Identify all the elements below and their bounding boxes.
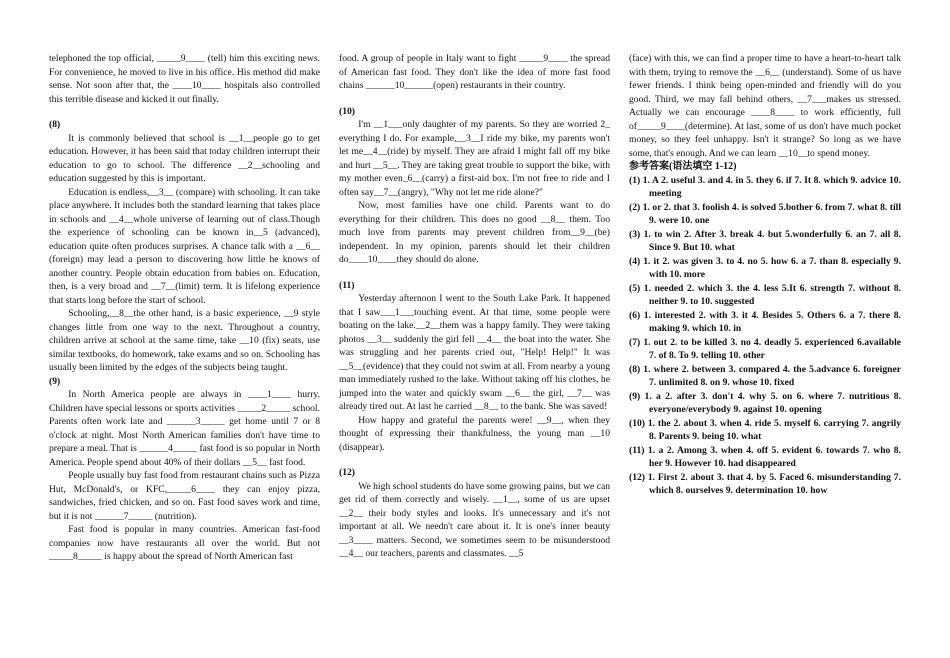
passage-12-tail: (face) with this, we can find a proper time to have a heart-to-heart talk with them, trying to remove the __6__ (understand). Some of us have fewer friends. I think being open-minded and friendly will do you good. Third, we may fall behind others, __7___makes us stressed. Actually we can encourage ____8____ to work efficiently, full of_____9____(determine). At last, some of us don't have much pocket money, so they feel unhappy. Isn't it strange? So long as we have some, that's enough. And we can learn __10__to spend money. [629, 53, 901, 159]
answer-set-5: (5) 1. needed 2. which 3. the 4. less 5.It 6. strength 7. without 8. neither 9. to 10. suggested [629, 282, 901, 307]
spacer [49, 106, 320, 118]
column-left [49, 52, 320, 564]
answer-set-4: (4) 1. it 2. was given 3. to 4. no 5. how 6. a 7. than 8. especially 9. with 10. more [629, 255, 901, 280]
passage-8-paragraph-1: It is commonly believed that school is __1__people go to get education. However, it has been said that today children interrupt their education to go to school. The difference __2__schooling and education suggested by this is important. [49, 132, 320, 184]
passage-11-heading: (11) [339, 279, 355, 291]
passage-8-paragraph-2: Education is endless,__3__ (compare) with schooling. It can take place anywhere. It includes both the standard learning that takes place in schools and __4__whole universe of learning out of class.Though the experience of schooling can be known in__5 (advanced), education quite often produces surprises. A chance talk with a __6__ (foreign) may lead a person to discovering how little he knows of another country. People obtain education from babies on. Education, then, is a very broad and __7__(limit) term. It is lifelong experience that starts long before the start of school. [49, 186, 320, 306]
passage-8-paragraph-3: Schooling,__8__the other hand, is a basic experience, __9 style changes little from one way to the next. Throughout a country, children arrive at school at the same time, take __10 (fix) seats, use similar textbooks, do homework, take exams and so on. Schooling has usually been limited by the edges of the subjects being taught. [49, 308, 320, 373]
passage-9-paragraph-2: People usually buy fast food from restaurant chains such as Pizza Hut, McDonald's, or KFC,_____6____ they can enjoy pizza, sandwiches, fried chicken, and so on. Fast food saves work and time, but it is not ______7_____ (nutrition). [49, 470, 320, 522]
answer-set-11: (11) 1. a 2. Among 3. when 4. off 5. evident 6. towards 7. who 8. her 9. However 10. had disappeared [629, 444, 901, 469]
answer-set-3: (3) 1. to win 2. After 3. break 4. but 5.wonderfully 6. an 7. all 8. Since 9. But 10. what [629, 228, 901, 253]
passage-9-paragraph-1: In North America people are always in ____1____ hurry. Children have special lessons or sports activities _____2_____ school. Parents often work late and ______3_____ get home until 7 or 8 o'clock at night. Most North American families don't have time to prepare a meal. That is ______4_____ fast food is so popular in North America. People spend about 40% of their dollars __5__ fast food. [49, 389, 320, 468]
answer-set-8: (8) 1. where 2. between 3. compared 4. the 5.advance 6. foreigner 7. unlimited 8. on 9. whose 10. fixed [629, 363, 901, 388]
passage-10-heading: (10) [339, 105, 355, 117]
answer-set-10: (10) 1. the 2. about 3. when 4. ride 5. myself 6. carrying 7. angrily 8. Parents 9. being 10. what [629, 417, 901, 442]
passage-9-heading: (9) [49, 375, 61, 387]
answer-set-1: (1) 1. A 2. useful 3. and 4. in 5. they 6. if 7. It 8. which 9. advice 10. meeting [629, 174, 901, 199]
answer-set-12: (12) 1. First 2. about 3. that 4. by 5. Faced 6. misunderstanding 7. which 8. ourselves 9. determination 10. how [629, 471, 901, 496]
column-middle [339, 52, 610, 561]
passage-10-paragraph-2: Now, most families have one child. Parents want to do everything for their children. This does no good __8__ them. Too much love from parents may prevent children from__9__(be) independent. In my opinion, parents should let their children do____10____they should do alone. [339, 200, 610, 265]
passage-12-paragraph-1: We high school students do have some growing pains, but we can get rid of them correctly and wisely. __1__, some of us are upset __2__ their body styles and looks. It's unnecessary and it's not important at all. We needn't care about it. It is one's inner beauty __3____ matters. Second, we sometimes seem to be misunderstood __4__ our teachers, parents and classmates. __5 [339, 480, 611, 559]
passage-10-paragraph-1: I'm __1___only daughter of my parents. So they are worried 2_ everything I do. For example,__3__I ride my bike, my parents won't let me__4__(ride) by myself. They are afraid I might fall off my bike and hurt __5__. They are taking great trouble to support the bike, with my mother even_6__(carry) a first-aid box. I'm not free to ride and I often say__7__(angry), "Why not let me ride alone?" [339, 119, 610, 198]
spacer [339, 93, 610, 105]
passage-7-tail: telephoned the top official, _____9____ (tell) him this exciting news. For convenience, he moved to live in his office. His method did make sense. Not soon after that, the ____10____ hospitals also controlled this terrible disease and kicked it out finally. [49, 53, 320, 105]
answer-set-6: (6) 1. interested 2. with 3. it 4. Besides 5. Others 6. a 7. there 8. making 9. which 10. in [629, 309, 901, 334]
spacer [339, 454, 610, 466]
passage-12-heading: (12) [339, 467, 355, 478]
answers-title: 参考答案(语法填空 1-12) [629, 161, 737, 172]
answer-set-9: (9) 1. a 2. after 3. don't 4. why 5. on 6. where 7. nutritious 8. everyone/everybody 9. against 10. opening [629, 390, 901, 415]
answer-set-2: (2) 1. or 2. that 3. foolish 4. is solved 5.bother 6. from 7. what 8. till 9. were 10. one [629, 201, 901, 226]
passage-8-heading: (8) [49, 119, 61, 130]
passage-11-paragraph-2: How happy and grateful the parents were! __9__, when they thought of expressing their thankfulness, the young man __10 (disappear). [339, 414, 610, 453]
passage-9-tail: food. A group of people in Italy want to fight _____9____ the spread of American fast food. They don't like the idea of more fast food chains ______10______(open) restaurants in their country. [339, 53, 610, 91]
spacer [339, 267, 610, 279]
passage-9-paragraph-3: Fast food is popular in many countries. American fast-food companies now have restaurants all over the world. But not _____8_____ is happy about the spread of North American fast [49, 524, 320, 562]
answer-set-7: (7) 1. out 2. to be killed 3. no 4. deadly 5. experienced 6.available 7. of 8. To 9. telling 10. other [629, 336, 901, 361]
column-right [629, 52, 901, 498]
passage-11-paragraph-1: Yesterday afternoon I went to the South Lake Park. It happened that I saw___1___touching event. At that time, some people were boating on the lake.__2__them was a happy family. They were taking photos __3__ suddenly the girl fell __4__ the boat into the water. She was struggling and her parents cried out, "Help! Help!" It was __5__(evidence) that they could not swim at all. From nearby a young man immediately rushed to the lake. Without taking off his clothes, he jumped into the water and quickly swam __6__ the girl, __7__ was already tired out. At last he carried __8__ to the bank. She was saved! [339, 293, 610, 412]
